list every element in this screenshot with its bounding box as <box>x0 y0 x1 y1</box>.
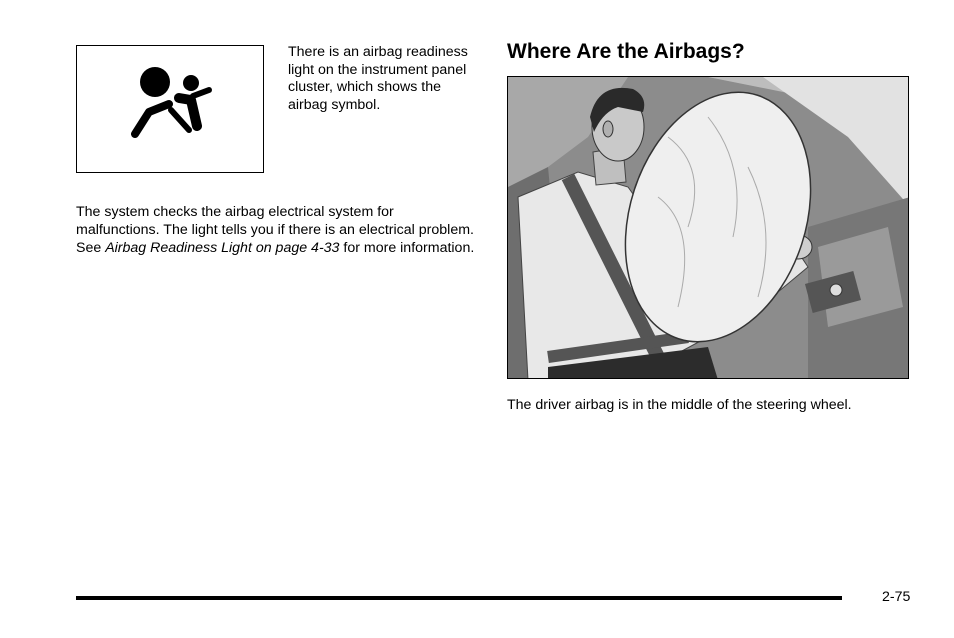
body-text-part1: The system checks the airbag electrical system for malfunctions. The light tells you if there is an electrical problem. See <box>76 204 474 256</box>
footer-rule <box>76 596 842 600</box>
airbag-readiness-icon <box>127 64 223 144</box>
airbag-readiness-light-reference: Airbag Readiness Light on page 4-33 <box>105 240 340 256</box>
page-number: 2-75 <box>882 589 911 605</box>
illustration-caption: The driver airbag is in the middle of the steering wheel. <box>507 397 852 413</box>
airbag-symbol-box <box>76 45 264 173</box>
system-check-paragraph <box>76 203 476 257</box>
body-text-part2: for more information. <box>339 240 475 256</box>
section-heading: Where Are the Airbags? <box>507 40 745 63</box>
driver-airbag-illustration <box>507 76 909 379</box>
readiness-light-paragraph: There is an airbag readiness light on the instrument panel cluster, which shows the airbag symbol. <box>288 44 468 113</box>
